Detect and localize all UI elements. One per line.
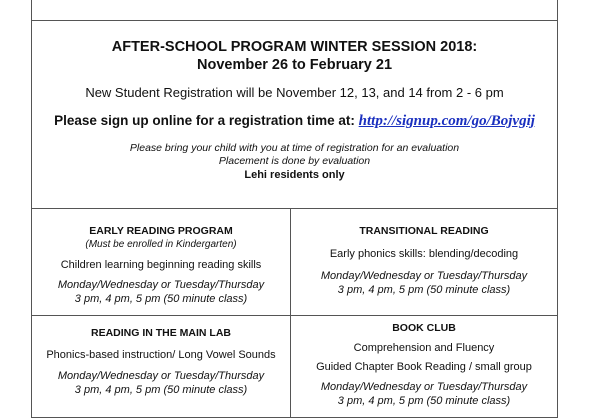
program-description: Children learning beginning reading skills bbox=[60, 259, 262, 271]
signup-link[interactable]: http://signup.com/go/Bojvgij bbox=[358, 113, 535, 129]
program-days: Monday/Wednesday or Tuesday/Thursday bbox=[57, 370, 265, 382]
residents-note: Lehi residents only bbox=[244, 169, 345, 181]
top-strip bbox=[32, 0, 557, 21]
program-title: TRANSITIONAL READING bbox=[359, 225, 489, 237]
flyer-frame bbox=[31, 0, 558, 418]
program-transitional-reading bbox=[291, 208, 557, 315]
signup-text: Please sign up online for a registration time at: bbox=[54, 113, 355, 128]
flyer-header bbox=[32, 20, 557, 208]
program-days: Monday/Wednesday or Tuesday/Thursday bbox=[320, 270, 528, 282]
program-title: AFTER-SCHOOL PROGRAM WINTER SESSION 2018: bbox=[111, 39, 478, 55]
program-early-reading bbox=[32, 208, 290, 315]
program-description-2: Guided Chapter Book Reading / small group bbox=[316, 361, 532, 373]
evaluation-note: Please bring your child with you at time of registration for an evaluation bbox=[129, 142, 460, 154]
program-description: Phonics-based instruction/ Long Vowel Sounds bbox=[46, 349, 276, 361]
placement-note: Placement is done by evaluation bbox=[218, 155, 371, 167]
program-days: Monday/Wednesday or Tuesday/Thursday bbox=[57, 279, 265, 291]
program-times: 3 pm, 4 pm, 5 pm (50 minute class) bbox=[74, 293, 248, 305]
registration-dates: New Student Registration will be November 12, 13, and 14 from 2 - 6 pm bbox=[85, 85, 504, 100]
program-title: READING IN THE MAIN LAB bbox=[91, 327, 231, 339]
program-description: Comprehension and Fluency bbox=[353, 342, 495, 354]
program-description: Early phonics skills: blending/decoding bbox=[329, 248, 519, 260]
program-title: EARLY READING PROGRAM bbox=[89, 225, 233, 237]
session-dates: November 26 to February 21 bbox=[196, 57, 393, 73]
program-times: 3 pm, 4 pm, 5 pm (50 minute class) bbox=[74, 384, 248, 396]
signup-line bbox=[32, 111, 557, 131]
program-book-club bbox=[291, 316, 557, 416]
program-title: BOOK CLUB bbox=[392, 322, 456, 334]
program-times: 3 pm, 4 pm, 5 pm (50 minute class) bbox=[337, 284, 511, 296]
program-main-lab bbox=[32, 316, 290, 416]
program-subtitle: (Must be enrolled in Kindergarten) bbox=[85, 239, 237, 250]
program-times: 3 pm, 4 pm, 5 pm (50 minute class) bbox=[337, 395, 511, 407]
program-days: Monday/Wednesday or Tuesday/Thursday bbox=[320, 381, 528, 393]
